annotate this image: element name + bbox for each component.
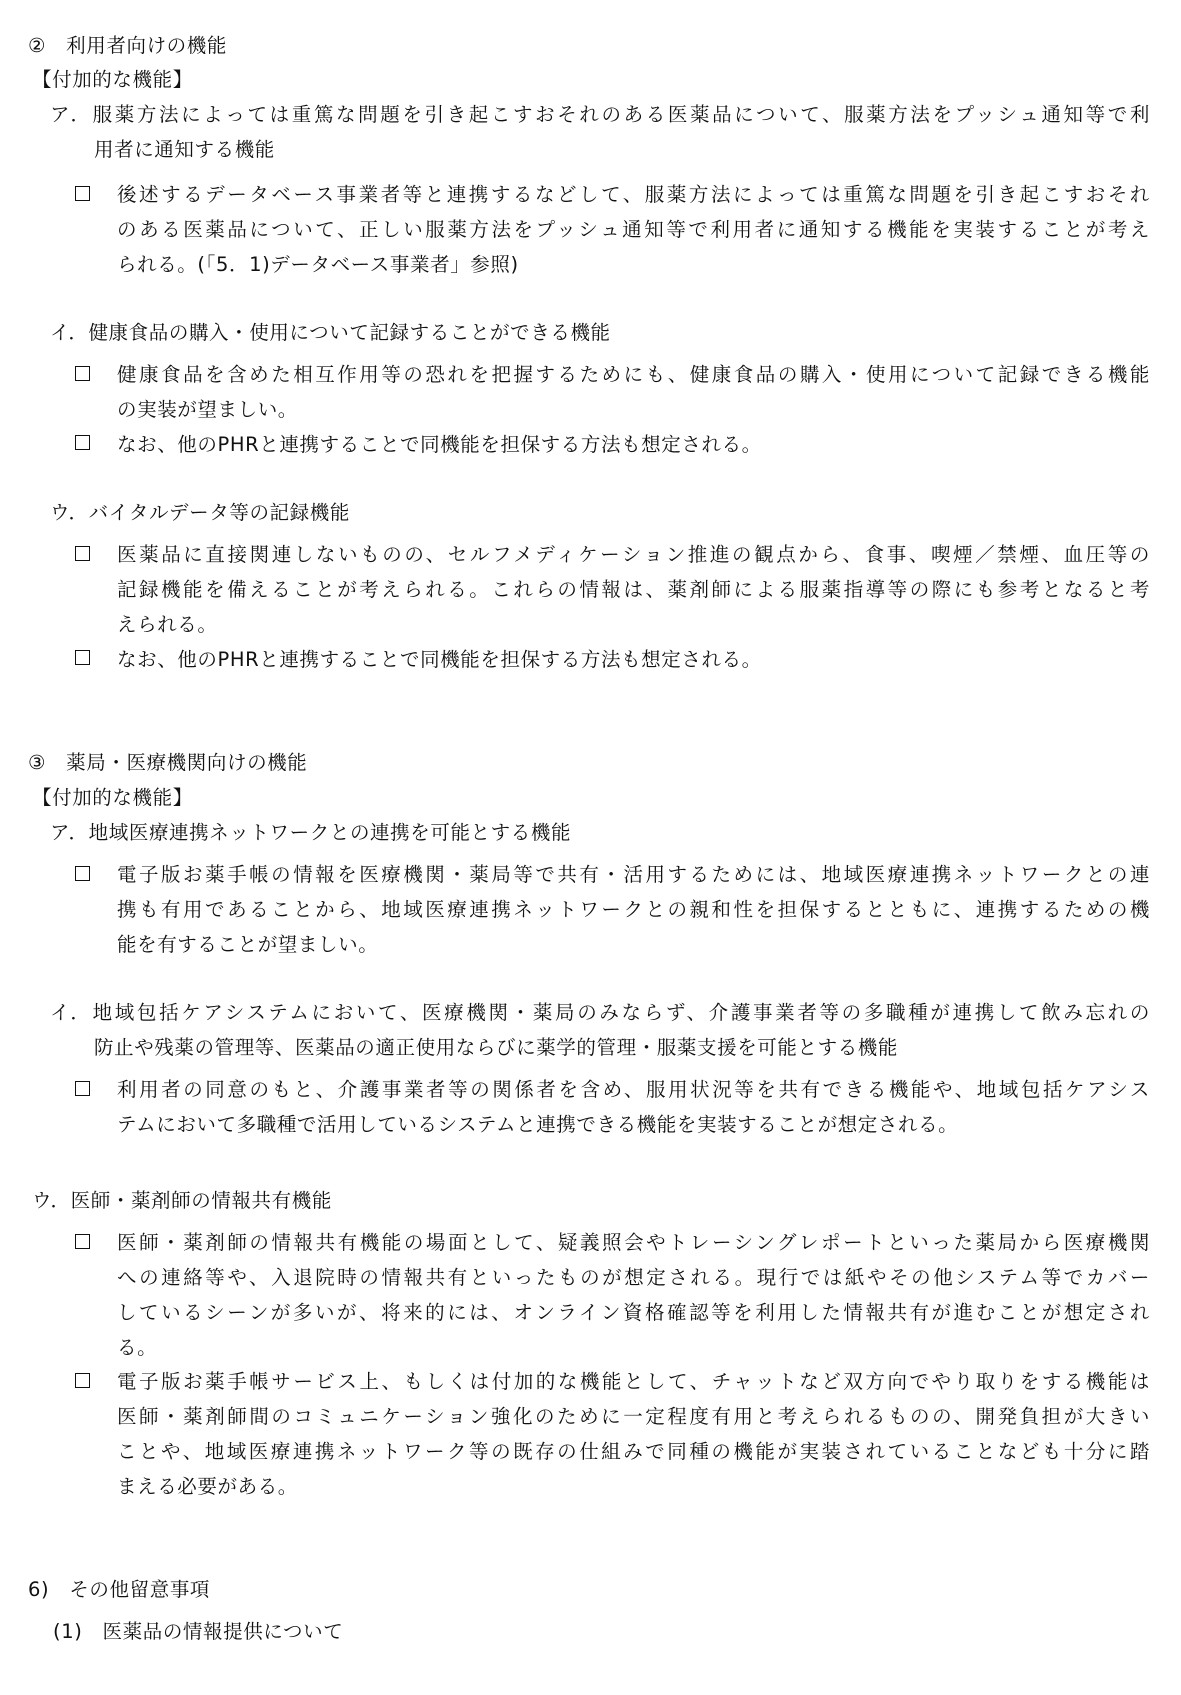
bullet-text: 医薬品に直接関連しないものの、セルフメディケーション推進の観点から、食事、喫煙／禁煙、血圧等の — [117, 543, 1150, 566]
item-a-title-cont: 用者に通知する機能 — [94, 138, 275, 161]
bullet-text: テムにおいて多職種で活用しているシステムと連携できる機能を実装することが想定される。 — [117, 1113, 959, 1136]
checkbox-icon — [75, 546, 90, 561]
section-heading-pharmacy-functions: ③ 薬局・医療機関向けの機能 — [28, 751, 308, 774]
bullet-text: られる。(「5．1)データベース事業者」参照) — [117, 253, 519, 276]
section-tag-additional: 【付加的な機能】 — [32, 786, 193, 809]
section-heading-other-notes: 6) その他留意事項 — [28, 1578, 211, 1601]
bullet-text: ことや、地域医療連携ネットワーク等の既存の仕組みで同種の機能が実装されていることなども十分に踏 — [117, 1440, 1150, 1463]
checkbox-icon — [75, 866, 90, 881]
bullet-text: 後述するデータベース事業者等と連携するなどして、服薬方法によっては重篤な問題を引き起こすおそれ — [117, 183, 1150, 206]
bullet-text: まえる必要がある。 — [117, 1475, 298, 1498]
bullet-text: 利用者の同意のもと、介護事業者等の関係者を含め、服用状況等を共有できる機能や、地域包括ケアシス — [117, 1078, 1150, 1101]
checkbox-icon — [75, 435, 90, 450]
bullet-text: しているシーンが多いが、将来的には、オンライン資格確認等を利用した情報共有が進むことが想定され — [117, 1301, 1150, 1324]
bullet-text: えられる。 — [117, 613, 218, 636]
bullet-text: の実装が望ましい。 — [117, 398, 298, 421]
item-a-title: ア．地域医療連携ネットワークとの連携を可能とする機能 — [50, 821, 572, 844]
item-u-title: ウ．バイタルデータ等の記録機能 — [50, 501, 350, 524]
item-i-title-cont: 防止や残薬の管理等、医薬品の適正使用ならびに薬学的管理・服薬支援を可能とする機能 — [94, 1036, 899, 1059]
section-tag-additional: 【付加的な機能】 — [32, 68, 193, 91]
bullet-text: る。 — [117, 1336, 158, 1359]
bullet-text: 医師・薬剤師間のコミュニケーション強化のために一定程度有用と考えられるものの、開発負担が大きい — [117, 1405, 1150, 1428]
checkbox-icon — [75, 1234, 90, 1249]
bullet-text: なお、他のPHRと連携することで同機能を担保する方法も想定される。 — [117, 433, 762, 456]
checkbox-icon — [75, 366, 90, 381]
item-i-title: イ．地域包括ケアシステムにおいて、医療機関・薬局のみならず、介護事業者等の多職種が連携して飲み忘れの — [50, 1001, 1150, 1024]
bullet-text: のある医薬品について、正しい服薬方法をプッシュ通知等で利用者に通知する機能を実装することが考え — [117, 218, 1150, 241]
item-i-title: イ．健康食品の購入・使用について記録することができる機能 — [50, 321, 611, 344]
bullet-text: 電子版お薬手帳サービス上、もしくは付加的な機能として、チャットなど双方向でやり取りをする機能は — [117, 1370, 1150, 1393]
checkbox-icon — [75, 1081, 90, 1096]
bullet-text: なお、他のPHRと連携することで同機能を担保する方法も想定される。 — [117, 648, 762, 671]
item-u-title: ウ．医師・薬剤師の情報共有機能 — [32, 1189, 332, 1212]
bullet-text: 記録機能を備えることが考えられる。これらの情報は、薬剤師による服薬指導等の際にも参考となると考 — [117, 578, 1150, 601]
section-heading-user-functions: ② 利用者向けの機能 — [28, 34, 227, 57]
bullet-text: 携も有用であることから、地域医療連携ネットワークとの親和性を担保するとともに、連携するための機 — [117, 898, 1150, 921]
checkbox-icon — [75, 186, 90, 201]
bullet-text: 能を有することが望ましい。 — [117, 933, 379, 956]
checkbox-icon — [75, 650, 90, 665]
bullet-text: への連絡等や、入退院時の情報共有といったものが想定される。現行では紙やその他システム等でカバー — [117, 1266, 1150, 1289]
bullet-text: 電子版お薬手帳の情報を医療機関・薬局等で共有・活用するためには、地域医療連携ネットワークとの連 — [117, 863, 1150, 886]
item-a-title: ア．服薬方法によっては重篤な問題を引き起こすおそれのある医薬品について、服薬方法をプッシュ通知等で利 — [50, 103, 1150, 126]
bullet-text: 健康食品を含めた相互作用等の恐れを把握するためにも、健康食品の購入・使用について記録できる機能 — [117, 363, 1150, 386]
subsection-heading-drug-info: (1) 医薬品の情報提供について — [53, 1620, 344, 1643]
checkbox-icon — [75, 1373, 90, 1388]
bullet-text: 医師・薬剤師の情報共有機能の場面として、疑義照会やトレーシングレポートといった薬局から医療機関 — [117, 1231, 1150, 1254]
